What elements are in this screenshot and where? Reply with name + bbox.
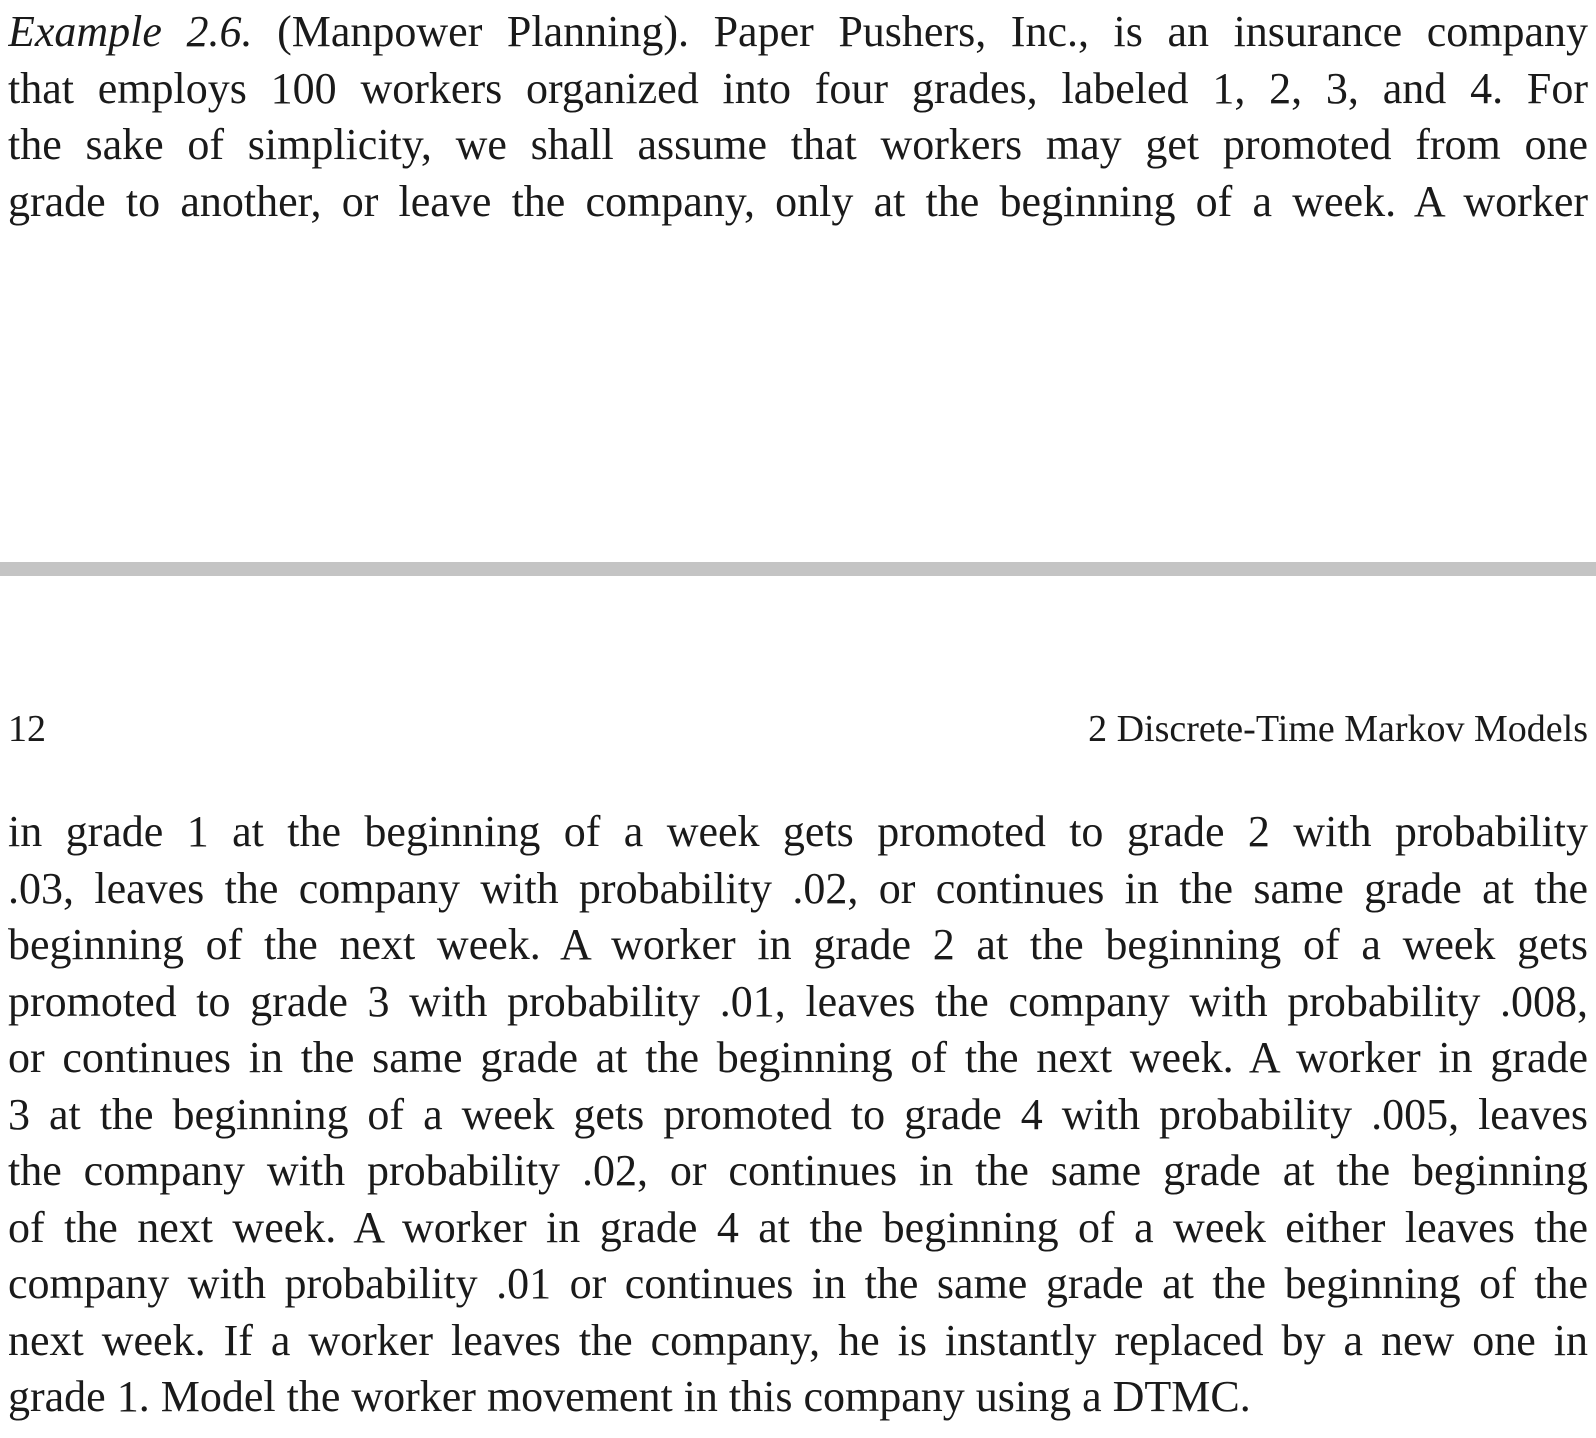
paragraph-line: of the next week. A worker in grade 4 at the beginning of a week either leaves the [8, 1202, 1588, 1252]
paragraph-line-text: (Manpower Planning). Paper Pushers, Inc., is an insurance company [252, 7, 1588, 56]
chapter-title: 2 Discrete-Time Markov Models [1088, 708, 1588, 750]
paragraph-line: .03, leaves the company with probability .02, or continues in the same grade at the [8, 863, 1588, 913]
paragraph-line: the company with probability .02, or continues in the same grade at the beginning [8, 1146, 1588, 1195]
paragraph-line: 3 at the beginning of a week gets promoted to grade 4 with probability .005, leaves [8, 1089, 1588, 1139]
paragraph-line: in grade 1 at the beginning of a week gets promoted to grade 2 with probability [8, 807, 1588, 856]
paragraph-line: grade 1. Model the worker movement in this company using a DTMC. [8, 1372, 1251, 1421]
page-number: 12 [8, 708, 46, 750]
example-label: Example 2.6. [8, 7, 253, 56]
paragraph-line: or continues in the same grade at the beginning of the next week. A worker in grade [8, 1033, 1588, 1082]
top-page [0, 0, 1596, 562]
example-paragraph-continued [8, 804, 1588, 1426]
paragraph-line: company with probability .01 or continues in the same grade at the beginning of the [8, 1259, 1588, 1308]
paragraph-line: next week. If a worker leaves the company, he is instantly replaced by a new one in [8, 1315, 1588, 1365]
paragraph-line [8, 4, 1588, 61]
page-separator [0, 562, 1596, 576]
bottom-page [0, 576, 1596, 1438]
paragraph-line: that employs 100 workers organized into four grades, labeled 1, 2, 3, and 4. For [8, 63, 1588, 113]
paragraph-line: grade to another, or leave the company, only at the beginning of a week. A worker [8, 176, 1588, 226]
paragraph-line: promoted to grade 3 with probability .01, leaves the company with probability .008, [8, 976, 1588, 1026]
example-paragraph-start [8, 4, 1588, 230]
paragraph-line: beginning of the next week. A worker in grade 2 at the beginning of a week gets [8, 920, 1588, 969]
paragraph-line: the sake of simplicity, we shall assume that workers may get promoted from one [8, 120, 1588, 169]
